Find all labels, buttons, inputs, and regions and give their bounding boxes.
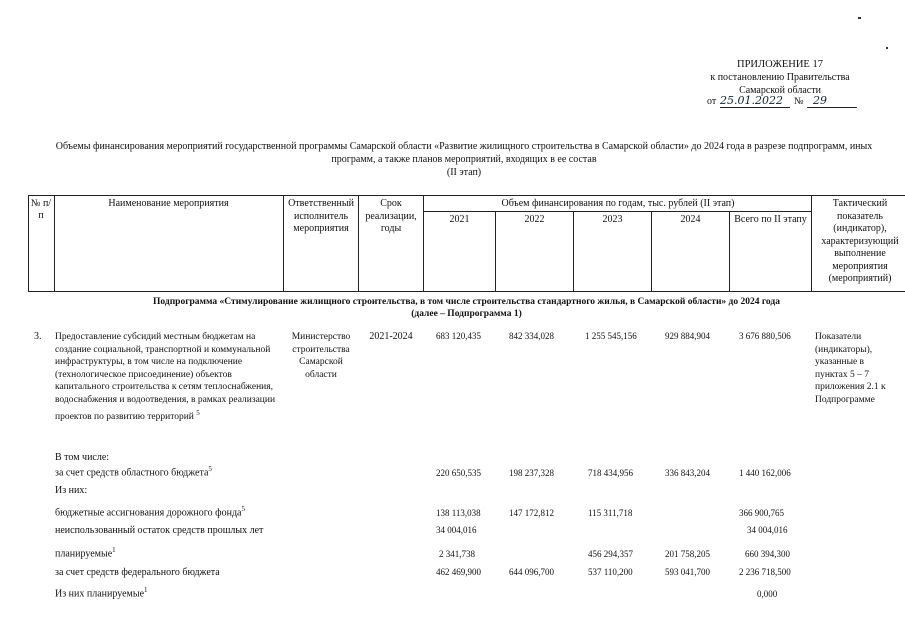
row-indicator: Показатели (индикаторы), указанные в пунктах 5 – 7 приложения 2.1 к Подпрограмме — [815, 332, 886, 405]
federal-total: 2 236 718,500 — [739, 567, 791, 577]
incl-label: В том числе: — [55, 452, 110, 463]
planned-label: планируемые$^1$ — [55, 546, 116, 560]
road-label: бюджетные ассигнования дорожного фонда$^5$ — [55, 505, 245, 519]
fed-planned-label: Из них планируемые$^1$ — [55, 586, 148, 600]
number-label: № — [794, 96, 804, 107]
road-v2021: 138 113,038 — [436, 508, 481, 518]
subprogram-line2: (далее – Подпрограмма 1) — [411, 309, 522, 319]
federal-v2022: 644 096,700 — [509, 567, 554, 577]
of-them-label: Из них: — [55, 485, 88, 496]
header-2023: 2023 — [602, 214, 623, 225]
header-num: № п/п — [30, 198, 52, 221]
federal-v2024: 593 041,700 — [665, 567, 710, 577]
regional-v2023: 718 434,956 — [588, 468, 633, 478]
appendix-line2: Самарской области — [739, 85, 821, 96]
from-label: от — [707, 96, 717, 107]
scan-mark — [858, 17, 861, 19]
federal-label: за счет средств федерального бюджета — [55, 567, 220, 578]
row-name-text: Предоставление субсидий местным бюджетам на создание социальной, транспортной и коммунальной инфраструктуры, в том числе на подключение (технологическое присоединение) объектов капитального строительства к сетям теплоснабжения, водоснабжения и водоотведения, в рамках реализации проектов по развитию территорий — [55, 332, 276, 422]
header-indicator: Тактический показатель (индикатор), характеризующий выполнение мероприятия (мероприятий) — [821, 198, 899, 284]
unused-label: неиспользованный остаток средств прошлых лет — [55, 525, 264, 536]
appendix-line1: к постановлению Правительства — [710, 72, 850, 83]
regional-v2021: 220 650,535 — [436, 468, 481, 478]
row-v2023: 1 255 545,156 — [585, 331, 637, 341]
document-title — [30, 140, 898, 179]
row-num: 3. — [34, 331, 42, 342]
road-v2023: 115 311,718 — [588, 508, 633, 518]
road-total: 366 900,765 — [739, 508, 784, 518]
title-line2: программ, а также планов мероприятий, входящих в ее состав — [331, 154, 597, 165]
planned-v2023: 456 294,357 — [588, 549, 633, 559]
appendix-title: ПРИЛОЖЕНИЕ 17 — [737, 59, 823, 70]
header-total: Всего по II этапу — [734, 214, 807, 225]
title-line3: (II этап) — [446, 167, 482, 178]
road-v2022: 147 172,812 — [509, 508, 554, 518]
subprogram-line1: Подпрограмма «Стимулирование жилищного строительства, в том числе строительства стандартного жилья, в Самарской области» до 2024 года — [153, 297, 780, 307]
regional-label: за счет средств областного бюджета$^5$ — [55, 465, 212, 479]
regional-v2022: 198 237,328 — [509, 468, 554, 478]
header-executor: Ответственный исполнитель мероприятия — [288, 198, 354, 234]
row-name-sup: 5 — [196, 408, 200, 417]
planned-v2021: 2 341,738 — [439, 549, 475, 559]
appendix-date-line — [707, 94, 867, 108]
title-line1: Объемы финансирования мероприятий государственной программы Самарской области «Развитие жилищного строительства в Самарской области» до 2024 года в разрезе подпрограмм, иных — [55, 141, 873, 152]
header-term: Срок реализации, годы — [365, 198, 417, 234]
appendix-header — [700, 58, 860, 97]
subprogram-heading — [28, 296, 905, 320]
row-v2022: 842 334,028 — [509, 331, 554, 341]
row-v2024: 929 884,904 — [665, 331, 710, 341]
scan-mark — [886, 47, 888, 49]
header-name: Наименование мероприятия — [108, 198, 229, 209]
federal-v2023: 537 110,200 — [588, 567, 633, 577]
planned-total: 660 394,300 — [745, 549, 790, 559]
planned-v2024: 201 758,205 — [665, 549, 710, 559]
header-2024: 2024 — [680, 214, 701, 225]
regional-v2024: 336 843,204 — [665, 468, 710, 478]
header-funding: Объем финансирования по годам, тыс. рублей (II этап) — [501, 198, 735, 209]
row-v2021: 683 120,435 — [436, 331, 481, 341]
row-name — [55, 331, 280, 423]
row-executor: Министерство строительства Самарской области — [291, 332, 351, 380]
signed-date: 25.01.2022 — [720, 94, 783, 107]
row-term: 2021-2024 — [369, 331, 413, 342]
row-total: 3 676 880,506 — [739, 331, 791, 341]
regional-total: 1 440 162,006 — [739, 468, 791, 478]
fed-planned-total: 0,000 — [757, 589, 778, 599]
header-2022: 2022 — [524, 214, 545, 225]
unused-v2021: 34 004,016 — [436, 525, 477, 535]
unused-total: 34 004,016 — [747, 525, 788, 535]
federal-v2021: 462 469,900 — [436, 567, 481, 577]
signed-number: 29 — [813, 94, 827, 107]
header-2021: 2021 — [449, 214, 470, 225]
